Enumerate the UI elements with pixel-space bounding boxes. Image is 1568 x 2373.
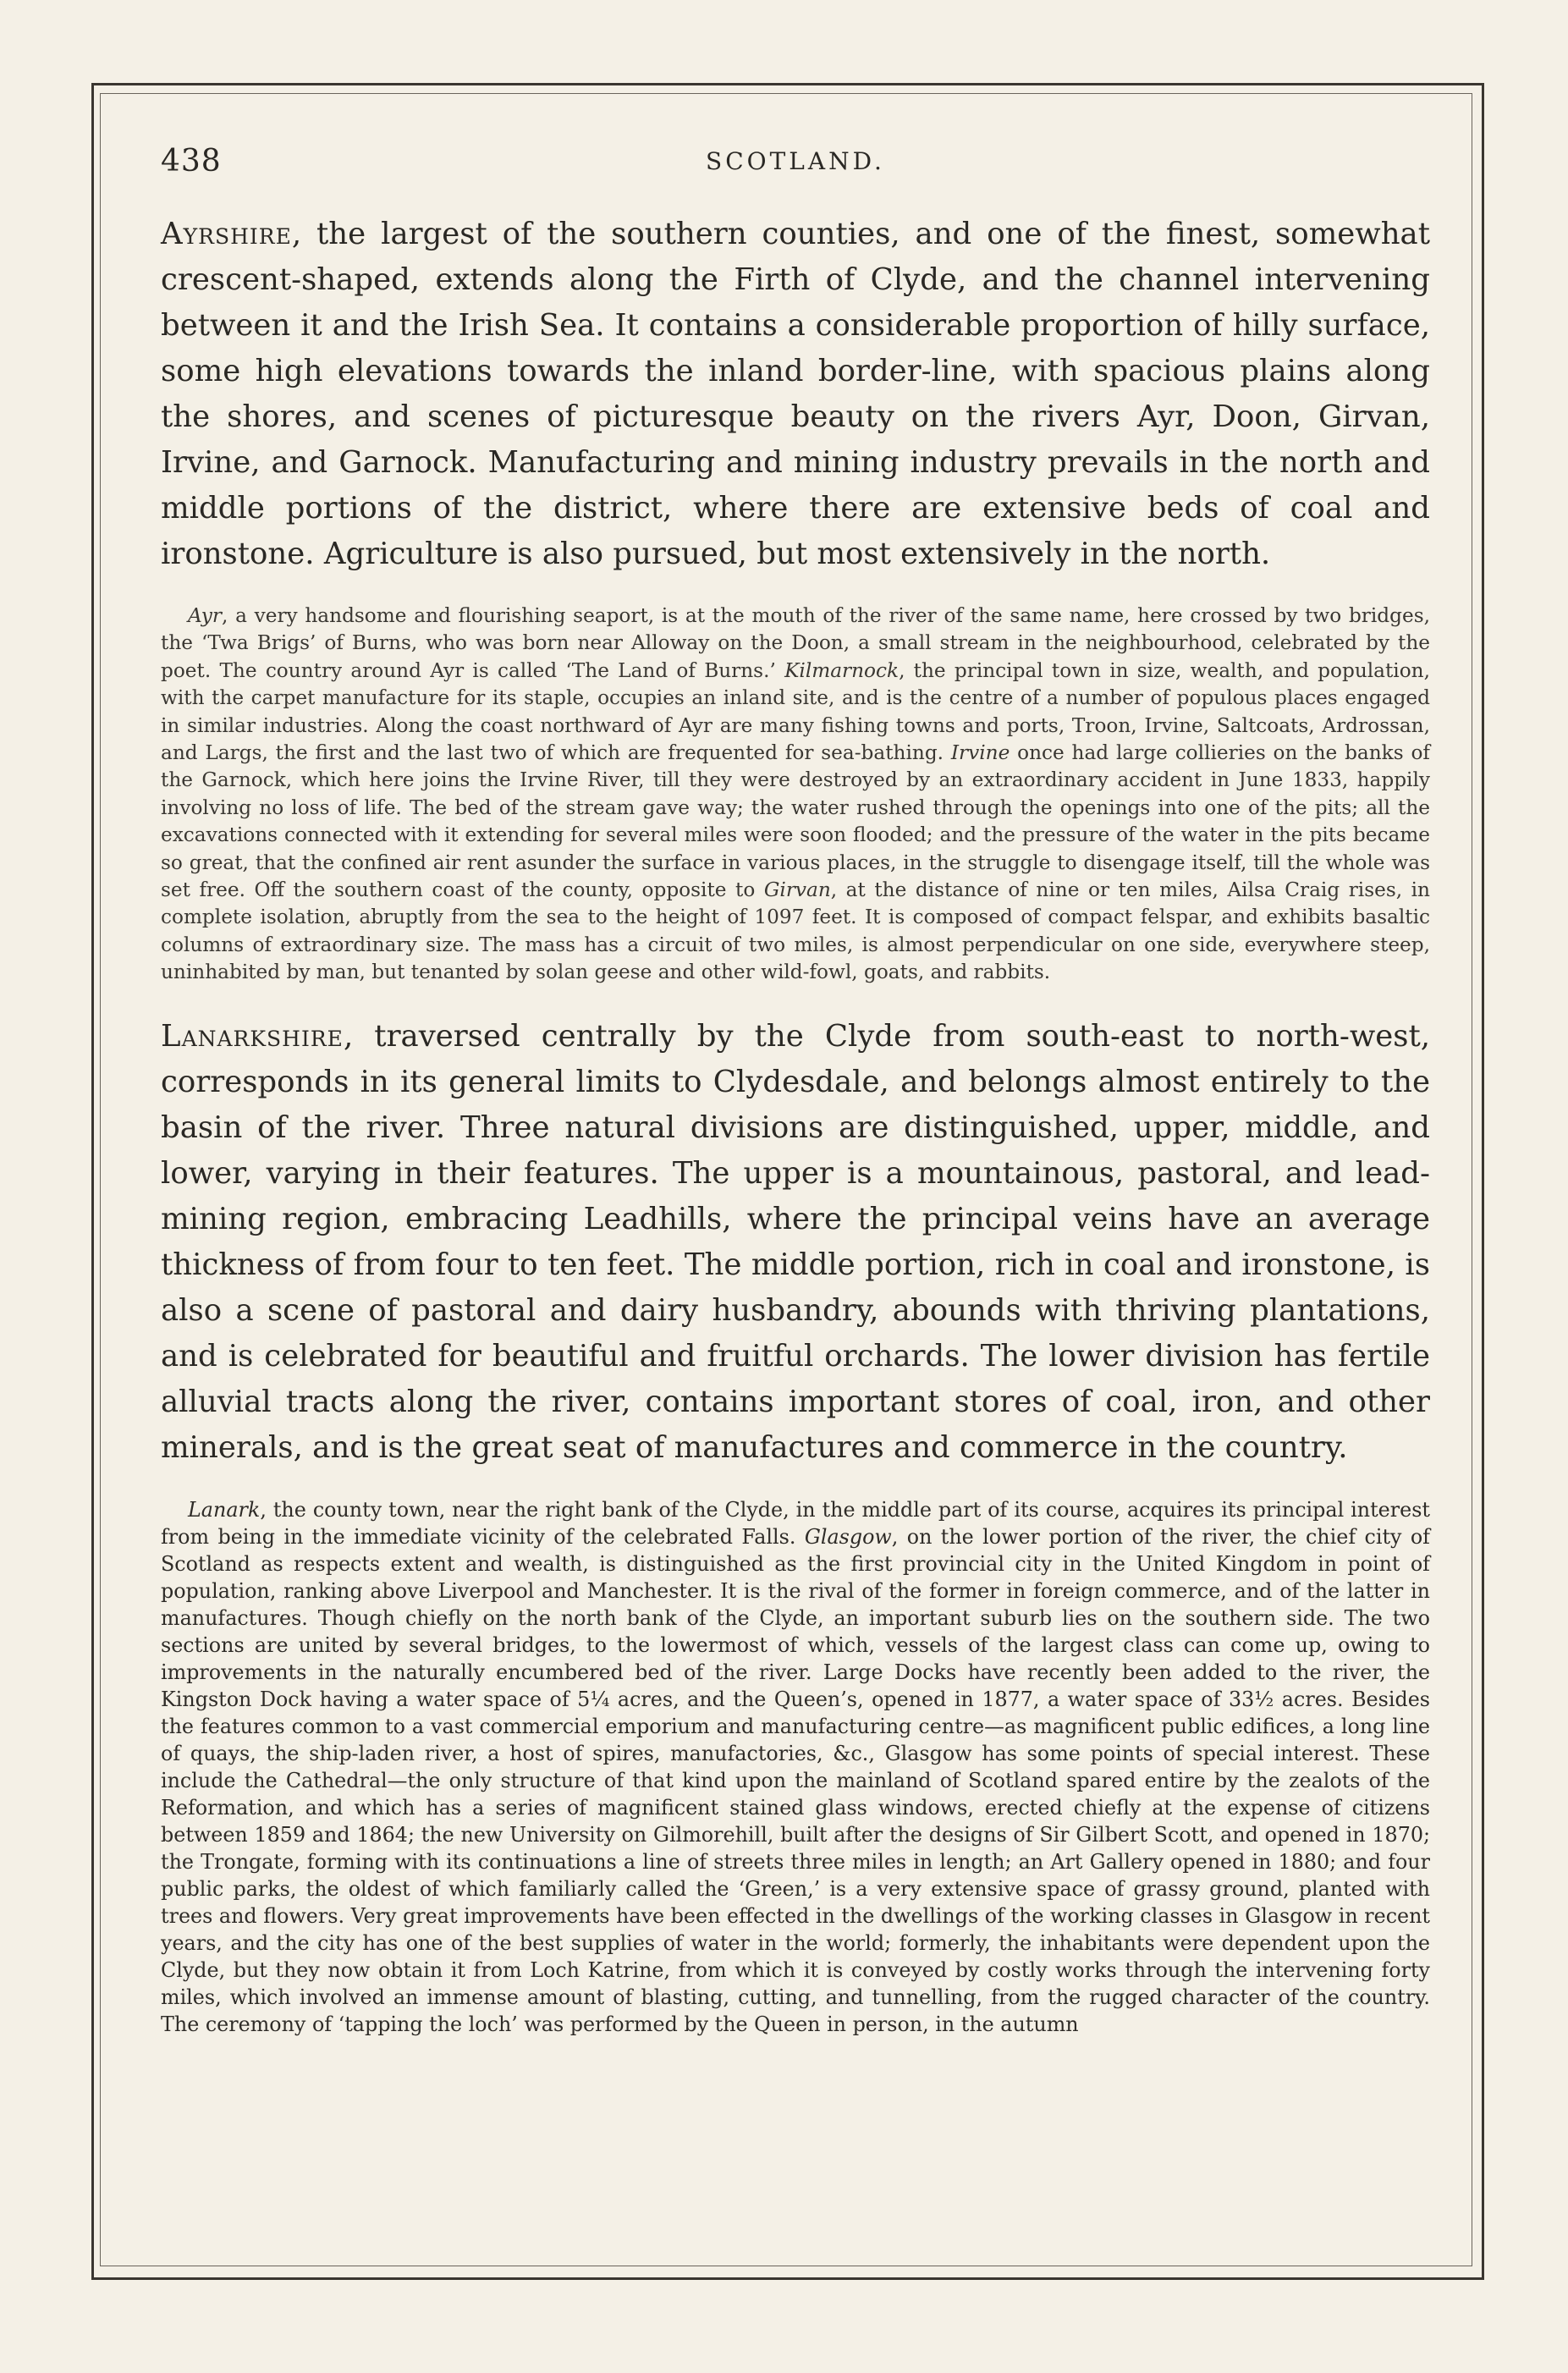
lanarkshire-text: , traversed centrally by the Clyde from south-east to north-west, corresponds in its general limits to Clydesdale, and belongs almost entirely to the basin of the river. Three natural divisions are distinguished, upper, middle, and lower, varying in their features. The upper is a mountainous, pastoral, and lead-mining region, embracing Leadhills, where the principal veins have an average thickness of from four to ten feet. The middle portion, rich in coal and ironstone, is also a scene of pastoral and dairy husbandry, abounds with thriving plantations, and is celebrated for beautiful and fruitful orchards. The lower division has fertile alluvial tracts along the river, contains important stores of coal, iron, and other minerals, and is the great seat of manufactures and commerce in the country. <box>161 1018 1430 1465</box>
place-girvan: Girvan <box>763 878 831 902</box>
ayrshire-detail-text-4: , at the distance of nine or ten miles, Ailsa Craig rises, in complete isolation, abruptly from the sea to the height of 1097 feet. It is composed of compact felspar, and exhibits basaltic columns of extraordinary size. The mass has a circuit of two miles, is almost perpendicular on one side, everywhere steep, uninhabited by man, but tenanted by solan geese and other wild-fowl, goats, and rabbits. <box>161 878 1430 984</box>
ayrshire-heading: Ayrshire <box>161 217 292 251</box>
page-header <box>161 135 1430 186</box>
ayrshire-detail-text-1: , a very handsome and flourishing seaport, is at the mouth of the river of the same name, here crossed by two bridges, the ‘Twa Brigs’ of Burns, who was born near Alloway on the Doon, a small stream in the neighbourhood, celebrated by the poet. The country around Ayr is called ‘The Land of Burns.’ <box>161 604 1430 682</box>
place-lanark: Lanark <box>188 1497 261 1522</box>
place-glasgow: Glasgow <box>804 1524 892 1549</box>
place-kilmarnock: Kilmarnock <box>784 658 900 682</box>
ayrshire-detail-paragraph <box>161 603 1430 987</box>
page-content <box>161 135 1430 2038</box>
place-irvine: Irvine <box>950 741 1010 765</box>
lanarkshire-detail-text-1: , the county town, near the right bank of the Clyde, in the middle part of its course, acquires its principal interest from being in the immediate vicinity of the celebrated Falls. <box>161 1497 1430 1549</box>
ayrshire-detail-text-2: , the principal town in size, wealth, and population, with the carpet manufacture for its staple, occupies an inland site, and is the centre of a number of populous places engaged in similar industries. Along the coast northward of Ayr are many fishing towns and ports, Troon, Irvine, Saltcoats, Ardrossan, and Largs, the first and the last two of which are frequented for sea-bathing. <box>161 658 1430 765</box>
lanarkshire-detail-paragraph <box>161 1496 1430 2038</box>
page-number: 438 <box>161 144 222 179</box>
lanarkshire-paragraph <box>161 1014 1430 1471</box>
running-title: SCOTLAND. <box>706 147 885 175</box>
ayrshire-paragraph <box>161 212 1430 577</box>
lanarkshire-heading: Lanarkshire <box>161 1018 344 1054</box>
ayrshire-text: , the largest of the southern counties, and one of the finest, somewhat crescent-shaped, extends along the Firth of Clyde, and the channel intervening between it and the Irish Sea. It contains a considerable proportion of hilly surface, some high elevations towards the inland border-line, with spacious plains along the shores, and scenes of picturesque beauty on the rivers Ayr, Doon, Girvan, Irvine, and Garnock. Manufacturing and mining industry prevails in the north and middle portions of the district, where there are extensive beds of coal and ironstone. Agriculture is also pursued, but most extensively in the north. <box>161 217 1430 571</box>
ayrshire-detail-text-3: once had large collieries on the banks of the Garnock, which here joins the Irvine River, till they were destroyed by an extraordinary accident in June 1833, happily involving no loss of life. The bed of the stream gave way; the water rushed through the openings into one of the pits; all the excavations connected with it extending for several miles were soon flooded; and the pressure of the water in the pits became so great, that the confined air rent asunder the surface in various places, in the struggle to disengage itself, till the whole was set free. Off the southern coast of the county, opposite to <box>161 741 1430 902</box>
lanarkshire-detail-text-2: , on the lower portion of the river, the chief city of Scotland as respects extent and wealth, is distinguished as the first provincial city in the United Kingdom in point of population, ranking above Liverpool and Manchester. It is the rival of the former in foreign commerce, and of the latter in manufactures. Though chiefly on the north bank of the Clyde, an important suburb lies on the southern side. The two sections are united by several bridges, to the lowermost of which, vessels of the largest class can come up, owing to improvements in the naturally encumbered bed of the river. Large Docks have recently been added to the river, the Kingston Dock having a water space of 5¼ acres, and the Queen’s, opened in 1877, a water space of 33½ acres. Besides the features common to a vast commercial emporium and manufacturing centre—as magnificent public edifices, a long line of quays, the ship-laden river, a host of spires, manufactories, &c., Glasgow has some points of special interest. These include the Cathedral—the only structure of that kind upon the mainland of Scotland spared entire by the zealots of the Reformation, and which has a series of magnificent stained glass windows, erected chiefly at the expense of citizens between 1859 and 1864; the new University on Gilmorehill, built after the designs of Sir Gilbert Scott, and opened in 1870; the Trongate, forming with its continuations a line of streets three miles in length; an Art Gallery opened in 1880; and four public parks, the oldest of which familiarly called the ‘Green,’ is a very extensive space of grassy ground, planted with trees and flowers. Very great improvements have been effected in the dwellings of the working classes in Glasgow in recent years, and the city has one of the best supplies of water in the world; formerly, the inhabitants were dependent upon the Clyde, but they now obtain it from Loch Katrine, from which it is conveyed by costly works through the intervening forty miles, which involved an immense amount of blasting, cutting, and tunnelling, from the rugged character of the country. The ceremony of ‘tapping the loch’ was performed by the Queen in person, in the autumn <box>161 1524 1430 2036</box>
place-ayr: Ayr <box>188 604 222 627</box>
